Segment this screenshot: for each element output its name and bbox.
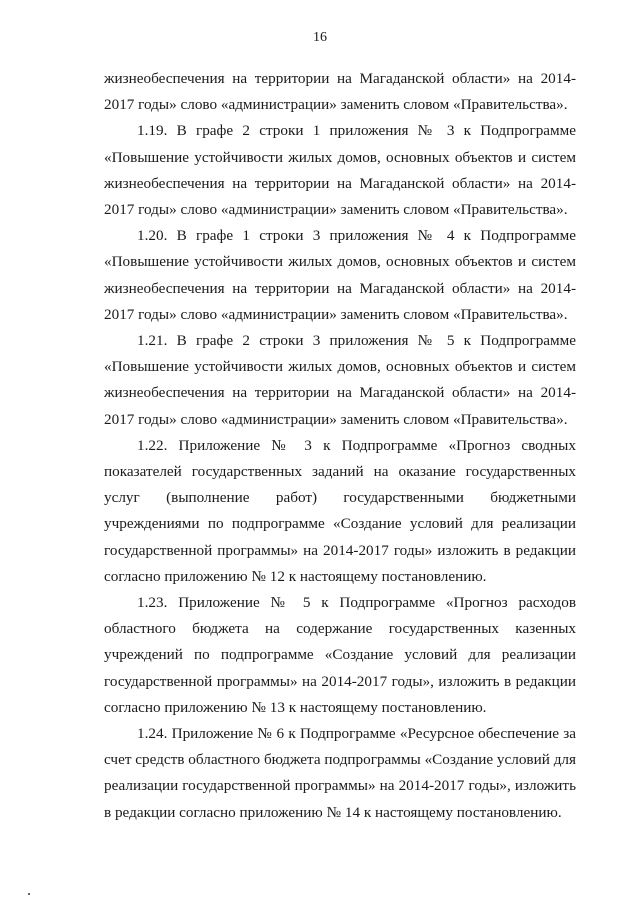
page-number: 16 xyxy=(313,30,327,45)
document-body xyxy=(104,66,576,826)
scan-mark xyxy=(28,893,30,895)
paragraph-1-24: 1.24. Приложение № 6 к Подпрограмме «Ресурсное обеспечение за счет средств областного бюджета подпрограммы «Создание условий для реализации государственной программы» на 2014-2017 годы», изложить в редакции согласно приложению № 14 к настоящему постановлению. xyxy=(104,725,576,821)
paragraph-1-19: 1.19. В графе 2 строки 1 приложения № 3 к Подпрограмме «Повышение устойчивости жилых домов, основных объектов и систем жизнеобеспечения на территории на Магаданской области» на 2014-2017 годы» слово «администрации» заменить словом «Правительства». xyxy=(104,122,576,219)
paragraph-1-20: 1.20. В графе 1 строки 3 приложения № 4 к Подпрограмме «Повышение устойчивости жилых домов, основных объектов и систем жизнеобеспечения на территории на Магаданской области» на 2014-2017 годы» слово «администрации» заменить словом «Правительства». xyxy=(104,227,576,323)
paragraph-1-23: 1.23. Приложение № 5 к Подпрограмме «Прогноз расходов областного бюджета на содержание государственных казенных учреждений по подпрограмме «Создание условий для реализации государственной программы» на 2014-2017 годы», изложить в редакции согласно приложению № 13 к настоящему постановлению. xyxy=(104,594,576,716)
paragraph-1-21: 1.21. В графе 2 строки 3 приложения № 5 к Подпрограмме «Повышение устойчивости жилых домов, основных объектов и систем жизнеобеспечения на территории на Магаданской области» на 2014-2017 годы» слово «администрации» заменить словом «Правительства». xyxy=(104,332,576,428)
paragraph-continuation: жизнеобеспечения на территории на Магаданской области» на 2014-2017 годы» слово «администрации» заменить словом «Правительства». xyxy=(104,70,576,114)
paragraph-1-22: 1.22. Приложение № 3 к Подпрограмме «Прогноз сводных показателей государственных заданий на оказание государственных услуг (выполнение работ) государственными бюджетными учреждениями по подпрограмме «Создание условий для реализации государственной программы» на 2014-2017 годы» изложить в редакции согласно приложению № 12 к настоящему постановлению. xyxy=(104,436,576,585)
